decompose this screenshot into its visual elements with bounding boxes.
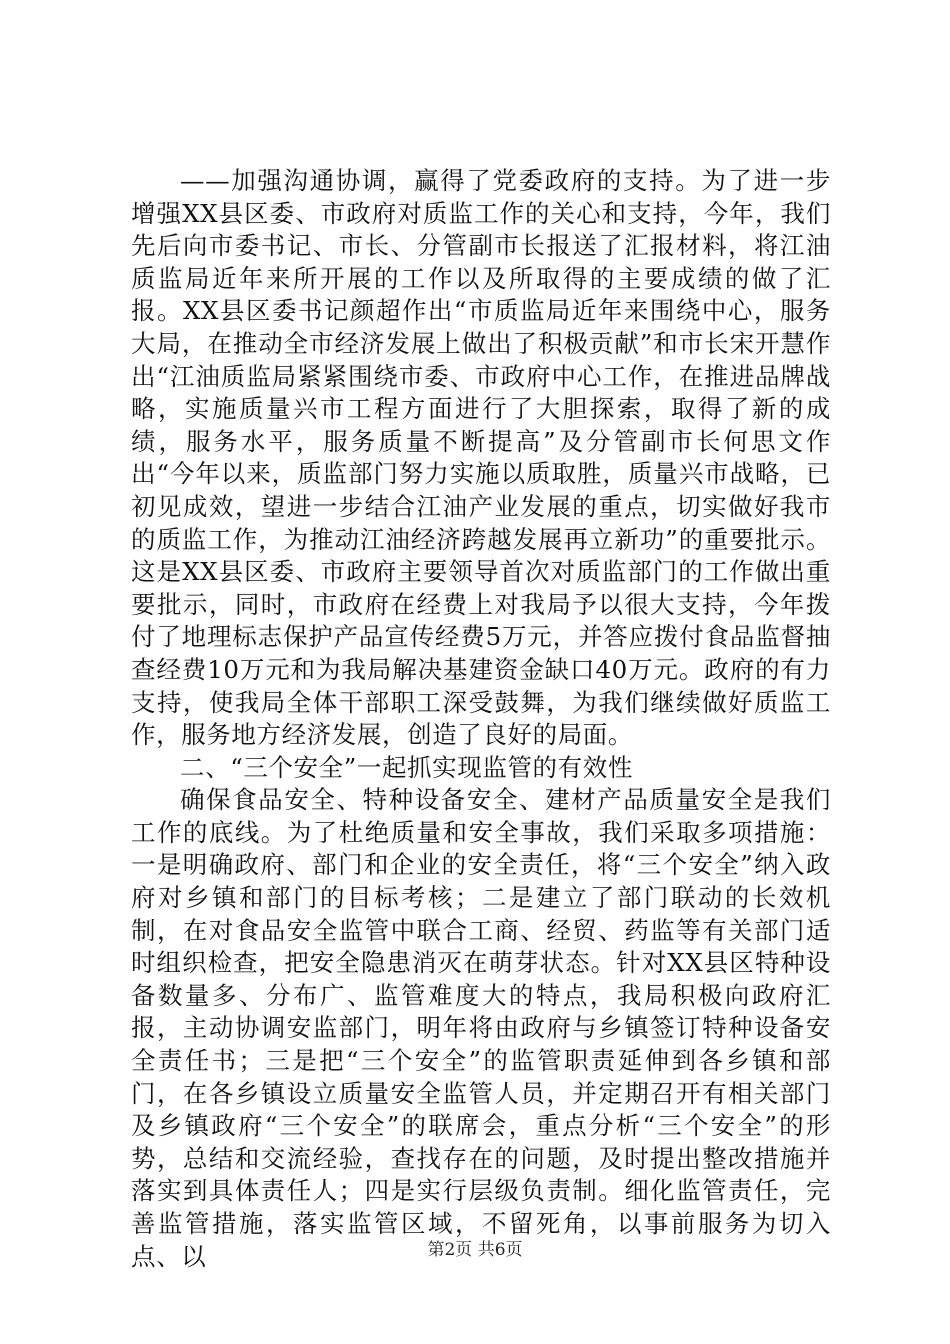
section-heading: 二、“三个安全”一起抓实现监管的有效性: [180, 752, 633, 782]
page-footer: 第2页 共6页: [427, 1240, 523, 1260]
document-body: [131, 165, 831, 1273]
paragraph-safety: 确保食品安全、特种设备安全、建材产品质量安全是我们工作的底线。为了杜绝质量和安全事故，我们采取多项措施：一是明确政府、部门和企业的安全责任，将“三个安全”纳入政府对乡镇和部门的目标考核；二是建立了部门联动的长效机制，在对食品安全监管中联合工商、经贸、药监等有关部门适时组织检查，把安全隐患消灭在萌芽状态。针对XX县区特种设备数量多、分布广、监管难度大的特点，我局积极向政府汇报，主动协调安监部门，明年将由政府与乡镇签订特种设备安全责任书；三是把“三个安全”的监管职责延伸到各乡镇和部门，在各乡镇设立质量安全监管人员，并定期召开有相关部门及乡镇政府“三个安全”的联席会，重点分析“三个安全”的形势，总结和交流经验，查找存在的问题，及时提出整改措施并落实到具体责任人；四是实行层级负责制。细化监管责任，完善监管措施，落实监管区域，不留死角，以事前服务为切入点、以: [131, 785, 831, 1271]
paragraph-support: ——加强沟通协调，赢得了党委政府的支持。为了进一步增强XX县区委、市政府对质监工作的关心和支持，今年，我们先后向市委书记、市长、分管副市长报送了汇报材料，将江油质监局近年来所开展的工作以及所取得的主要成绩的做了汇报。XX县区委书记颜超作出“市质监局近年来围绕中心，服务大局，在推动全市经济发展上做出了积极贡献”和市长宋开慧作出“江油质监局紧紧围绕市委、市政府中心工作，在推进品牌战略，实施质量兴市工程方面进行了大胆探索，取得了新的成绩，服务水平，服务质量不断提高”及分管副市长何思文作出“今年以来，质监部门努力实施以质取胜，质量兴市战略，已初见成效，望进一步结合江油产业发展的重点，切实做好我市的质监工作，为推动江油经济跨越发展再立新功”的重要批示。这是XX县区委、市政府主要领导首次对质监部门的工作做出重要批示，同时，市政府在经费上对我局予以很大支持，今年拨付了地理标志保护产品宣传经费5万元，并答应拨付食品监督抽查经费10万元和为我局解决基建资金缺口40万元。政府的有力支持，使我局全体干部职工深受鼓舞，为我们继续做好质监工作，服务地方经济发展，创造了良好的局面。: [131, 166, 831, 750]
